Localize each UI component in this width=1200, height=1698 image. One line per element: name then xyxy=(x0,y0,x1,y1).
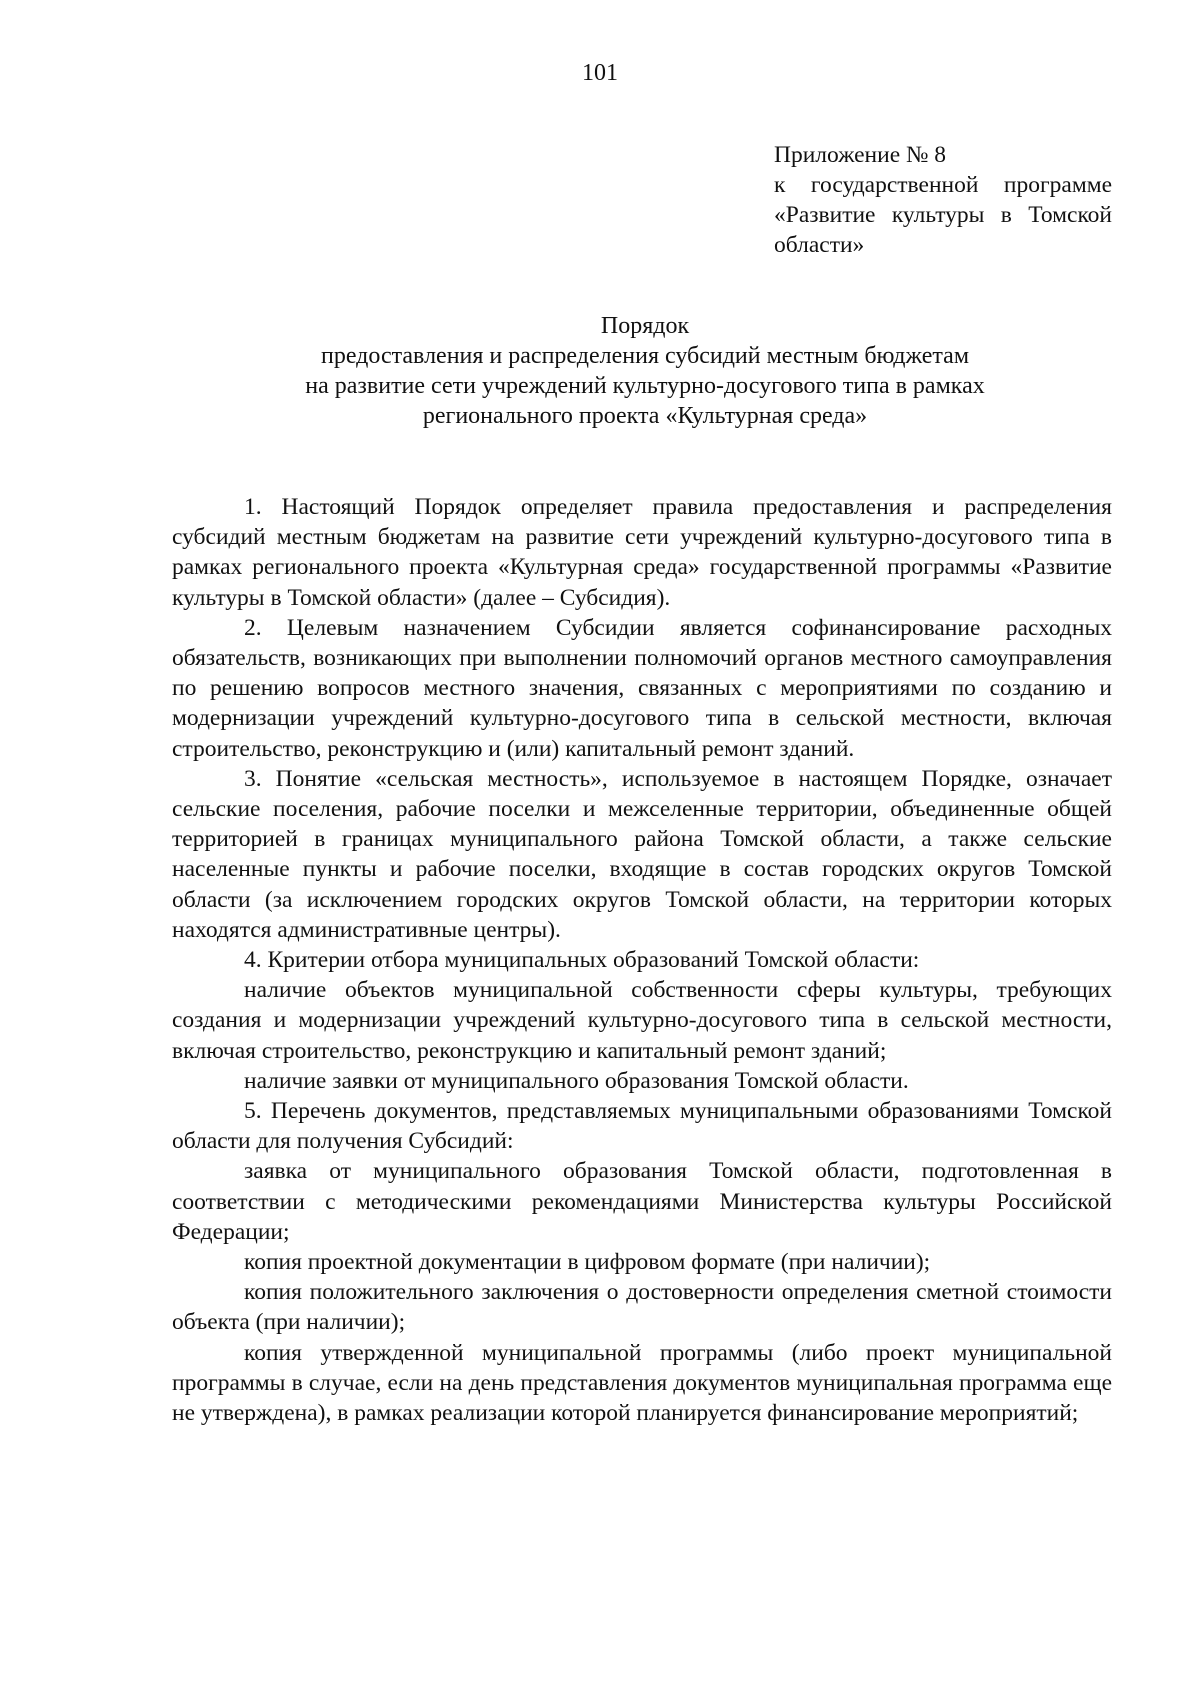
appendix-line: Приложение № 8 xyxy=(774,142,947,168)
paragraph: копия утвержденной муниципальной программы (либо проект муниципальной программы в случае, если на день представления документов муниципальная программа еще не утверждена), в рамках реализации которой планируется финансирование мероприятий; xyxy=(172,1339,1112,1427)
title-line: Порядок xyxy=(600,313,690,339)
paragraph: копия проектной документации в цифровом формате (при наличии); xyxy=(244,1249,931,1276)
paragraph: 3. Понятие «сельская местность», используемое в настоящем Порядке, означает сельские поселения, рабочие поселки и межселенные территории, объединенные общей территорией в границах муниципального района Томской области, а также сельские населенные пункты и рабочие поселки, входящие в состав городских округов Томской области (за исключением городских округов Томской области, на территории которых находятся административные центры). xyxy=(172,765,1112,943)
paragraph: 5. Перечень документов, представляемых муниципальными образованиями Томской области для получения Субсидий: xyxy=(172,1098,1112,1155)
paragraph: 1. Настоящий Порядок определяет правила предоставления и распределения субсидий местным бюджетам на развитие сети учреждений культурно-досугового типа в рамках регионального проекта «Культурная среда» государственной программы «Развитие культуры в Томской области» (далее – Субсидия). xyxy=(172,494,1112,611)
paragraph: заявка от муниципального образования Томской области, подготовленная в соответствии с методическими рекомендациями Министерства культуры Российской Федерации; xyxy=(172,1158,1112,1245)
document-title xyxy=(170,311,1120,431)
document-body xyxy=(172,492,1112,1428)
paragraph: наличие объектов муниципальной собственности сферы культуры, требующих создания и модернизации учреждений культурно-досугового типа в сельской местности, включая строительство, реконструкцию и капитальный ремонт зданий; xyxy=(172,977,1112,1064)
paragraph: 4. Критерии отбора муниципальных образований Томской области: xyxy=(244,947,920,974)
appendix-line: к государственной программе xyxy=(774,172,1112,198)
title-line: на развитие сети учреждений культурно-досугового типа в рамках xyxy=(305,373,985,399)
paragraph: наличие заявки от муниципального образования Томской области. xyxy=(244,1067,909,1094)
page-number: 101 xyxy=(582,60,618,86)
appendix-reference xyxy=(774,140,1112,260)
title-line: предоставления и распределения субсидий местным бюджетам xyxy=(320,343,970,369)
paragraph: 2. Целевым назначением Субсидии является софинансирование расходных обязательств, возникающих при выполнении полномочий органов местного самоуправления по решению вопросов местного значения, связанных с мероприятиями по созданию и модернизации учреждений культурно-досугового типа в сельской местности, включая строительство, реконструкцию и (или) капитальный ремонт зданий. xyxy=(172,614,1112,762)
appendix-line: области» xyxy=(774,232,865,258)
paragraph: копия положительного заключения о достоверности определения сметной стоимости объекта (при наличии); xyxy=(172,1279,1112,1336)
appendix-line: «Развитие культуры в Томской xyxy=(774,202,1112,228)
title-line: регионального проекта «Культурная среда» xyxy=(422,403,868,429)
